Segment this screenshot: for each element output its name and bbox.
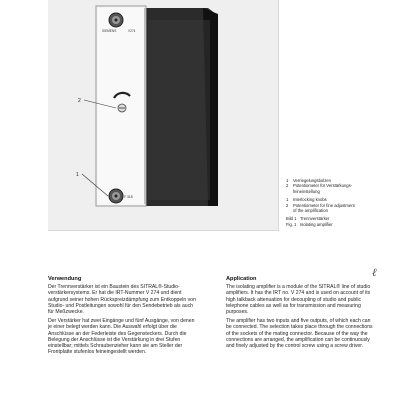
product-photo: [48, 0, 279, 231]
caption-row: feineinstellung: [293, 188, 320, 194]
svg-text:2: 2: [78, 98, 81, 104]
caption-group-figure: [286, 216, 396, 227]
section-heading-verwendung: Verwendung: [48, 276, 82, 282]
paragraph: The isolating amplifier is a module of the SITRAL® line of studio amplifiers. It has the IRT no. V 274 and is used on account of its high talkback attenuation for decoupling of studio and public telephone cables as well as for transmission and measuring purposes.: [226, 284, 371, 316]
figure-captions: [286, 178, 396, 230]
paragraph: The amplifier has two inputs and five outputs, of which each can be connected. The selection takes place through the connections of the sockets of the mating connector. Because of the way the connections are arranged, the amplification can be continuously and finely adjusted by the control screw using a screw driver.: [226, 318, 373, 350]
caption-row: 2 Potentiometer für Verstärkungs-: [286, 183, 353, 189]
caption-row: 1 Verriegelungsbolzen: [286, 178, 331, 183]
caption-row: Bild 1 Trennverstärker: [286, 216, 330, 222]
german-text-column: [48, 276, 198, 358]
caption-group-german: [286, 178, 396, 194]
section-heading-application: Application: [226, 276, 257, 282]
caption-row: Fig. 1 Isolating amplifier: [286, 221, 333, 227]
margin-handwritten-mark: ℓ: [372, 266, 377, 279]
panel-label: V274: [128, 29, 136, 33]
caption-row: of the amplification: [293, 208, 328, 214]
paragraph: Der Trennverstärker ist ein Baustein des SITRAL®-Studio-verstärkersystems. Er hat die IRT-Nummer V 274 und dient aufgrund seiner hohen Rückspreizdämpfung zum Entkoppeln von Studio- und Postleitungen sowohl für den Sendebetrieb als auch für Meßzwecke.: [48, 284, 196, 316]
svg-text:1: 1: [76, 172, 79, 178]
english-text-column: [226, 276, 376, 352]
amplifier-module-illustration: [48, 0, 278, 230]
bottom-label: F 318: [124, 195, 133, 199]
brand-label: SIEMENS: [102, 29, 117, 33]
caption-group-english: [286, 197, 396, 213]
paragraph: Der Verstärker hat zwei Eingänge und fünf Ausgänge, von denen je einer belegt werden kann. Die Auswahl erfolgt über die Anschlüsse an der Federleiste des Gegensteckers. Durch die Belegung der Anschlüsse ist die Verstärkung in drei Stufen einstellbar; mittels Schraubenzieher kann sie am Steller der Frontplatte stufenlos feineingestellt werden.: [48, 318, 195, 356]
caption-row: 2 Potentiometer for fine adjustment: [286, 202, 355, 208]
caption-row: 1 Interlocking knobs: [286, 197, 327, 203]
